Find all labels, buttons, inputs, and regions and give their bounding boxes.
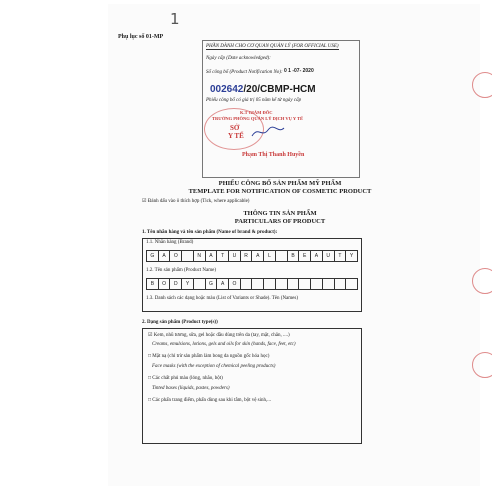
tick-note: ☑ Đánh dấu vào ô thích hợp (Tick, where applicable) — [142, 199, 250, 204]
product-type-en: Tinted bases (liquids, pastes, powders) — [152, 386, 230, 391]
variants-label: 1.3. Danh sách các dạng hoặc màu (List of Variants or Shade). Tên (Names) — [146, 296, 298, 301]
edge-seal — [472, 72, 492, 98]
product-type-item: □ Các phấn trang điểm, phấn dùng sau khi tắm, bột vệ sinh,... — [148, 398, 272, 403]
stamp-line-2: TRƯỞNG PHÒNG QUẢN LÝ DỊCH VỤ Y TẾ — [212, 116, 303, 121]
brand-letters: G A O N A T U R A L B E A U T Y — [146, 250, 358, 262]
product-type-item: □ Các chất phủ màu (lỏng, nhão, bột) — [148, 376, 223, 381]
notification-number — [210, 84, 316, 95]
checkbox-checked-icon: ☑ — [148, 333, 153, 338]
edge-seal — [472, 268, 492, 294]
section-1-heading: 1. Tên nhãn hàng và tên sản phẩm (Name of brand & product): — [142, 230, 278, 235]
page-number-handwritten: 1 — [170, 10, 180, 28]
product-type-item: □ Mặt nạ (chỉ trừ sản phẩm làm bong da nguồn gốc hóa học) — [148, 354, 270, 359]
edge-seal — [472, 352, 492, 378]
number-suffix: /20/CBMP-HCM — [243, 84, 316, 95]
number-prefix: 002642 — [210, 84, 244, 95]
product-name-label: 1.2. Tên sản phẩm (Product Name) — [146, 268, 217, 273]
tick-box-icon: ☑ — [142, 199, 148, 204]
product-letters: B O D Y G A O — [146, 278, 358, 290]
stamp-line-3: SỞ — [230, 124, 240, 132]
title-vi: PHIẾU CÔNG BỐ SẢN PHẨM MỸ PHẨM — [218, 180, 342, 187]
validity-note: Phiếu công bố có giá trị 05 năm kể từ ngày cấp — [206, 98, 302, 103]
product-type-item: ☑ Kem, nhũ tương, sữa, gel hoặc dầu dùng trên da (tay, mặt, chân, ....) — [148, 333, 290, 338]
info-vi: THÔNG TIN SẢN PHẨM — [243, 210, 317, 217]
stamp-line-1: K.T GIÁM ĐỐC — [240, 110, 273, 115]
date-value: 0 1 -07- 2020 — [284, 68, 314, 74]
brand-label: 1.1. Nhãn hàng (Brand) — [146, 240, 194, 245]
stamp-line-4: Y TẾ — [228, 132, 244, 140]
title-en: TEMPLATE FOR NOTIFICATION OF COSMETIC PRODUCT — [188, 188, 372, 195]
info-en: PARTICULARS OF PRODUCT — [234, 218, 326, 225]
signer-name: Phạm Thị Thanh Huyền — [242, 152, 305, 158]
product-type-en: Creams, emulsions, lotions, gels and oils for skin (hands, face, feet, etc) — [152, 342, 296, 347]
checkbox-icon: □ — [148, 354, 152, 359]
section-2-heading: 2. Dạng sản phẩm (Product type(s)) — [142, 320, 218, 325]
date-label: Ngày cấp (Date acknowledged): — [206, 56, 271, 61]
official-signature — [250, 124, 286, 140]
checkbox-icon: □ — [148, 398, 152, 403]
appendix-label: Phụ lục số 01-MP — [118, 34, 164, 40]
checkbox-icon: □ — [148, 376, 152, 381]
official-heading: PHẦN DÀNH CHO CƠ QUAN QUẢN LÝ (FOR OFFICIAL USE) — [206, 44, 339, 49]
number-label: Số công bố (Product Notification No): — [206, 70, 283, 75]
product-type-en: Face masks (with the exception of chemical peeling products) — [152, 364, 276, 369]
